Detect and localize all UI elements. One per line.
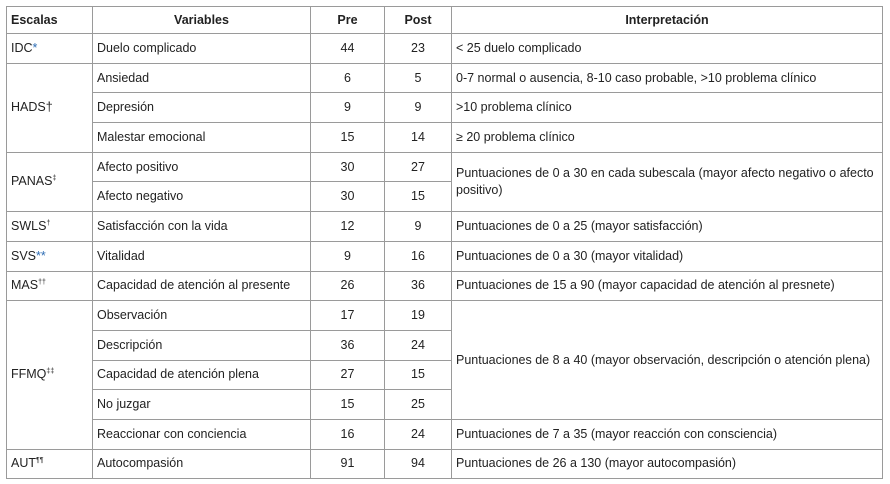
interpretation-cell: 0-7 normal o ausencia, 8-10 caso probable, >10 problema clínico <box>452 63 883 93</box>
post-cell: 15 <box>385 360 452 390</box>
post-cell: 24 <box>385 419 452 449</box>
interpretation-cell: ≥ 20 problema clínico <box>452 123 883 153</box>
post-cell: 19 <box>385 301 452 331</box>
interpretation-cell: < 25 duelo complicado <box>452 34 883 64</box>
post-cell: 24 <box>385 330 452 360</box>
post-cell: 9 <box>385 212 452 242</box>
header-pre: Pre <box>311 7 385 34</box>
interpretation-cell: Puntuaciones de 7 a 35 (mayor reacción con consciencia) <box>452 419 883 449</box>
variable-cell: Autocompasión <box>93 449 311 479</box>
post-cell: 25 <box>385 390 452 420</box>
variable-cell: Depresión <box>93 93 311 123</box>
table-row <box>7 301 883 331</box>
variable-cell: Malestar emocional <box>93 123 311 153</box>
variable-cell: Capacidad de atención al presente <box>93 271 311 301</box>
header-escalas: Escalas <box>7 7 93 34</box>
scale-cell: HADS† <box>7 63 93 152</box>
pre-cell: 44 <box>311 34 385 64</box>
footnote-mark: † <box>45 100 53 115</box>
pre-cell: 12 <box>311 212 385 242</box>
footnote-mark: ‡ <box>52 175 57 183</box>
variable-cell: Ansiedad <box>93 63 311 93</box>
footnote-mark: ¶¶ <box>36 457 44 465</box>
scale-cell: FFMQ‡‡ <box>7 301 93 449</box>
pre-cell: 36 <box>311 330 385 360</box>
interpretation-cell: Puntuaciones de 8 a 40 (mayor observación, descripción o atención plena) <box>452 301 883 420</box>
footnote-mark: ‡‡ <box>46 368 55 376</box>
pre-cell: 30 <box>311 182 385 212</box>
scale-cell: SVS** <box>7 241 93 271</box>
interpretation-cell: Puntuaciones de 26 a 130 (mayor autocompasión) <box>452 449 883 479</box>
post-cell: 36 <box>385 271 452 301</box>
table-row <box>7 241 883 271</box>
header-post: Post <box>385 7 452 34</box>
variable-cell: Observación <box>93 301 311 331</box>
pre-cell: 9 <box>311 93 385 123</box>
pre-cell: 91 <box>311 449 385 479</box>
post-cell: 23 <box>385 34 452 64</box>
pre-cell: 9 <box>311 241 385 271</box>
post-cell: 14 <box>385 123 452 153</box>
scale-cell: IDC* <box>7 34 93 64</box>
table-row <box>7 449 883 479</box>
scale-cell: AUT¶¶ <box>7 449 93 479</box>
pre-cell: 30 <box>311 152 385 182</box>
pre-cell: 15 <box>311 123 385 153</box>
table-row <box>7 34 883 64</box>
pre-cell: 17 <box>311 301 385 331</box>
table-row <box>7 212 883 242</box>
post-cell: 16 <box>385 241 452 271</box>
variable-cell: Afecto positivo <box>93 152 311 182</box>
table-row <box>7 93 883 123</box>
post-cell: 5 <box>385 63 452 93</box>
pre-cell: 6 <box>311 63 385 93</box>
post-cell: 9 <box>385 93 452 123</box>
results-table <box>6 6 883 479</box>
pre-cell: 15 <box>311 390 385 420</box>
variable-cell: Duelo complicado <box>93 34 311 64</box>
variable-cell: Satisfacción con la vida <box>93 212 311 242</box>
header-interpretacion: Interpretación <box>452 7 883 34</box>
pre-cell: 27 <box>311 360 385 390</box>
table-row <box>7 152 883 182</box>
scale-cell: PANAS‡ <box>7 152 93 211</box>
pre-cell: 26 <box>311 271 385 301</box>
interpretation-cell: Puntuaciones de 15 a 90 (mayor capacidad de atención al presnete) <box>452 271 883 301</box>
scale-cell: MAS†† <box>7 271 93 301</box>
header-variables: Variables <box>93 7 311 34</box>
variable-cell: No juzgar <box>93 390 311 420</box>
table-row <box>7 419 883 449</box>
footnote-mark: † <box>46 219 51 227</box>
table-row <box>7 63 883 93</box>
variable-cell: Capacidad de atención plena <box>93 360 311 390</box>
post-cell: 27 <box>385 152 452 182</box>
post-cell: 94 <box>385 449 452 479</box>
variable-cell: Reaccionar con conciencia <box>93 419 311 449</box>
variable-cell: Descripción <box>93 330 311 360</box>
interpretation-cell: >10 problema clínico <box>452 93 883 123</box>
interpretation-cell: Puntuaciones de 0 a 25 (mayor satisfacción) <box>452 212 883 242</box>
post-cell: 15 <box>385 182 452 212</box>
header-row <box>7 7 883 34</box>
footnote-mark: ** <box>36 248 46 263</box>
variable-cell: Afecto negativo <box>93 182 311 212</box>
scale-cell: SWLS† <box>7 212 93 242</box>
footnote-mark: * <box>32 40 38 55</box>
table-row <box>7 271 883 301</box>
interpretation-cell: Puntuaciones de 0 a 30 en cada subescala (mayor afecto negativo o afecto positivo) <box>452 152 883 211</box>
footnote-mark: †† <box>38 279 46 287</box>
pre-cell: 16 <box>311 419 385 449</box>
table-row <box>7 123 883 153</box>
variable-cell: Vitalidad <box>93 241 311 271</box>
interpretation-cell: Puntuaciones de 0 a 30 (mayor vitalidad) <box>452 241 883 271</box>
